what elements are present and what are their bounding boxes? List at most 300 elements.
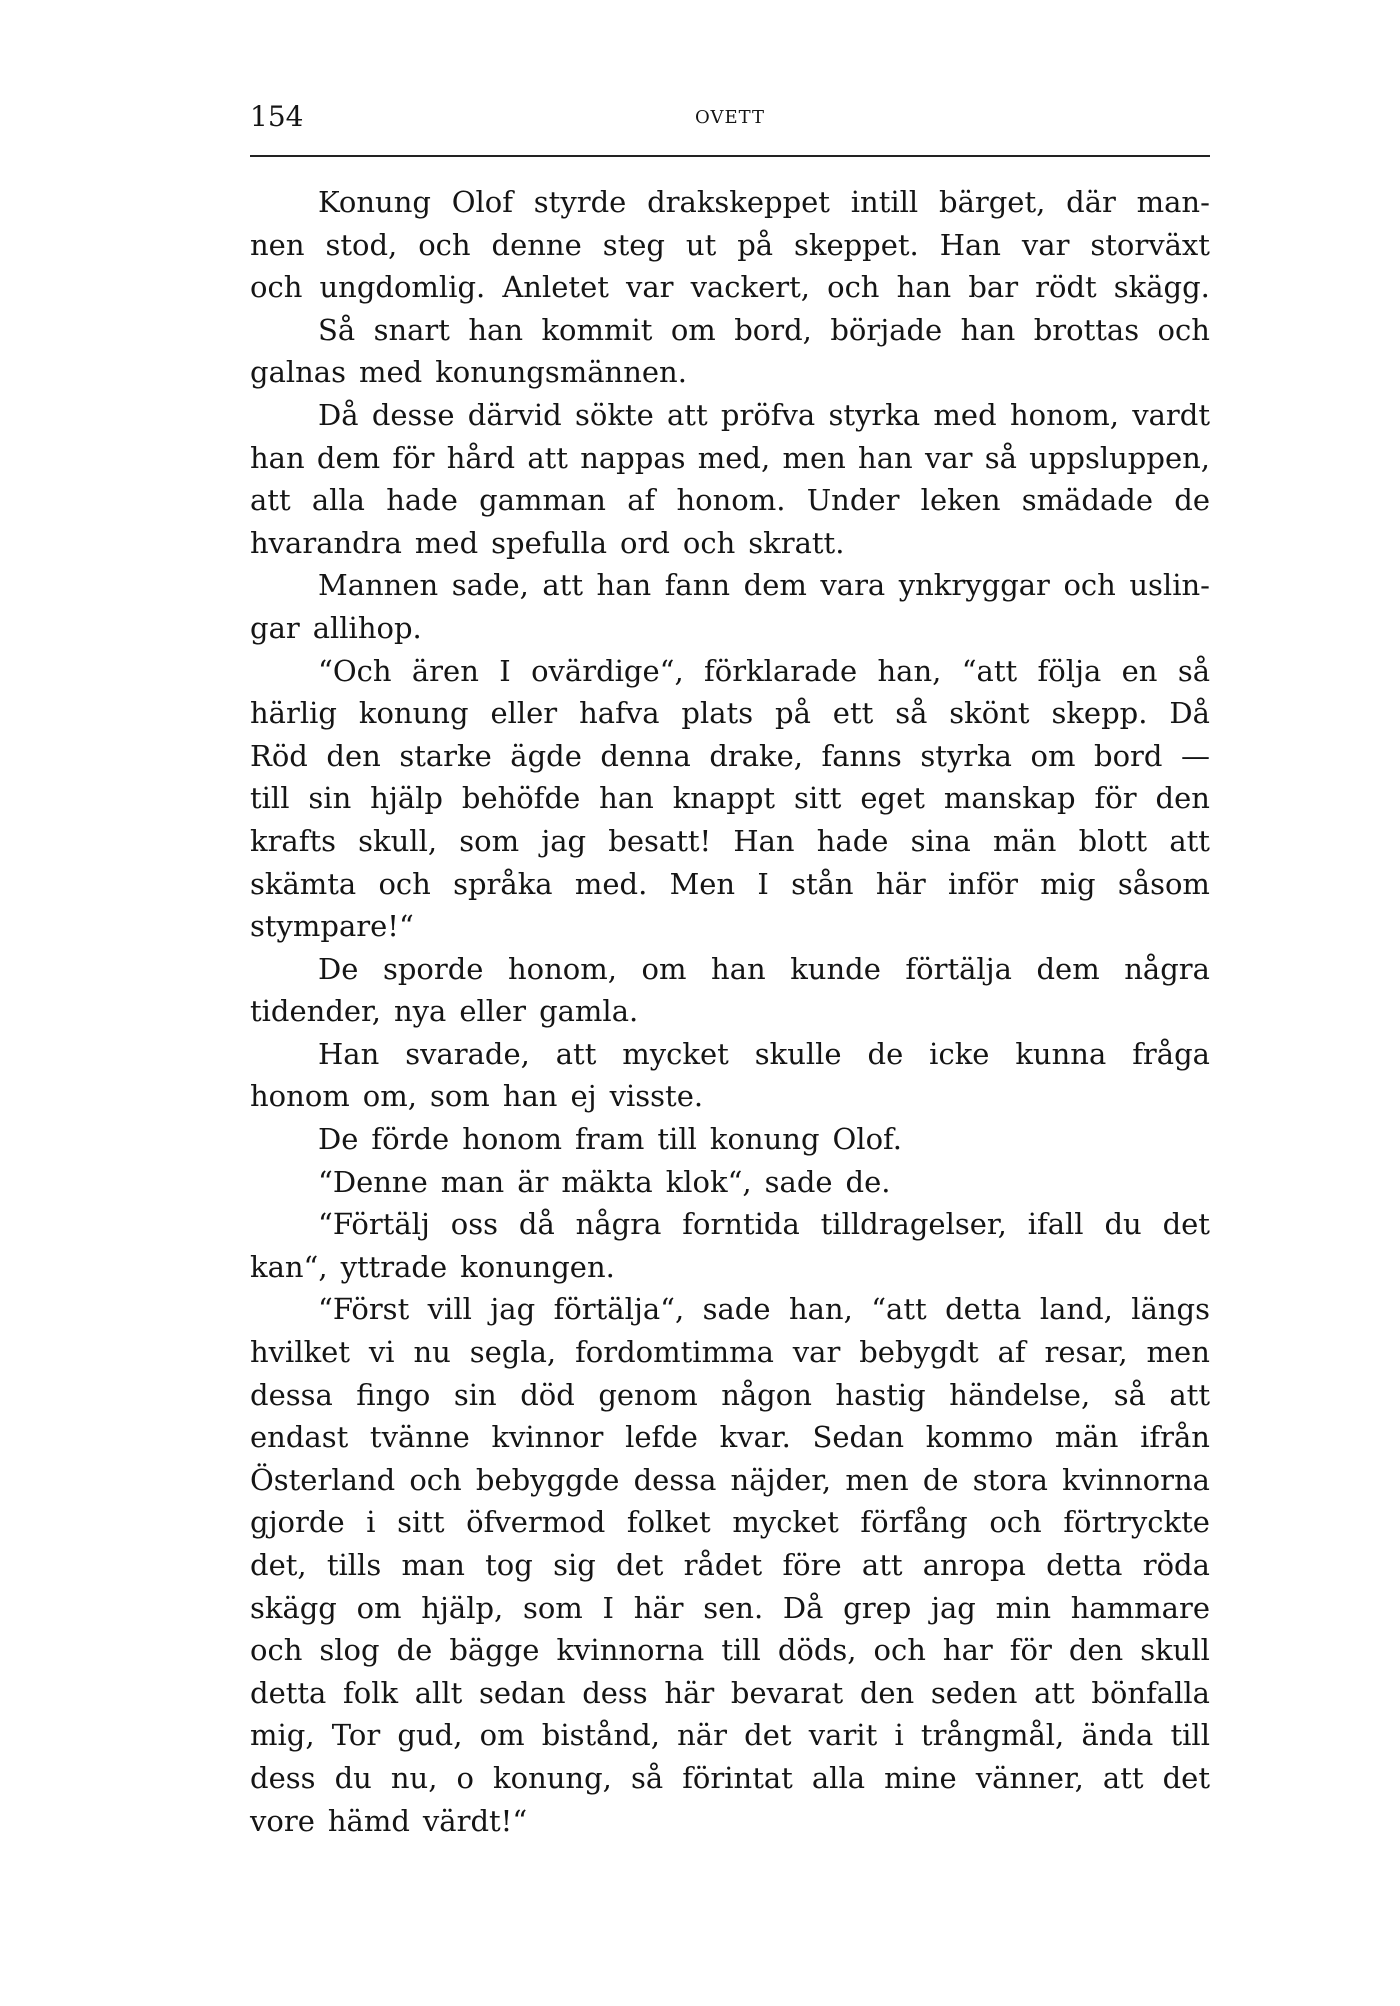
text-line [250,1374,1210,1417]
word: ungdomlig. [319,270,486,305]
running-head: OVETT [695,107,765,128]
word: Han [318,1036,380,1071]
text-line [250,1331,1210,1374]
word: trångmål, [920,1718,1065,1753]
word: han [250,440,305,475]
word: någon [721,1377,812,1412]
word: den [1155,781,1210,816]
word: eget [860,781,925,816]
word: här [664,1675,715,1710]
word: att [1034,1675,1075,1710]
word: har [942,1633,993,1668]
word: den [326,738,381,773]
word: och [989,1505,1042,1540]
word: hjälp, [421,1590,504,1625]
word: då [518,1207,555,1242]
word: om [479,1718,525,1753]
word: skull [1140,1633,1210,1668]
word: följa [1037,653,1102,688]
word: att [542,568,583,603]
word: att [1169,823,1210,858]
word: nen [250,227,305,262]
word: och [250,270,303,305]
word: Under [806,483,900,518]
word: endast [250,1420,349,1455]
word: dem [1036,951,1100,986]
word: förde [371,1122,450,1157]
word: var [625,270,674,305]
word: sen. [703,1590,764,1625]
word: bistånd, [541,1718,660,1753]
text-line [250,777,1210,820]
word: jag [490,1292,536,1327]
word: grep [843,1590,912,1625]
word: konungen. [460,1249,615,1284]
word: Så [318,312,356,347]
word: stån [791,866,854,901]
word: om [641,951,687,986]
word: genom [598,1377,698,1412]
word: sitt [397,1505,445,1540]
word: i [894,1718,904,1753]
word: för [392,440,435,475]
word: män [992,823,1057,858]
word: med, [697,440,771,475]
word: nu, [390,1760,438,1795]
word: styrde [533,185,627,219]
word: af [627,483,656,518]
word: är [517,1164,549,1199]
word: seden [930,1675,1018,1710]
word: på [775,696,811,731]
word: den [859,1675,915,1710]
text-line [250,394,1210,437]
word: snart [373,312,450,347]
word: Då [318,397,359,432]
word: anropa [922,1548,1026,1582]
word: skulle [754,1036,842,1071]
word: hastig [835,1377,926,1412]
word: kunna [1015,1036,1107,1071]
word: som [429,1079,490,1114]
word: slog [319,1633,380,1668]
word: sin [308,781,352,816]
word: hvarandra [250,525,402,560]
word: sedan [478,1675,566,1710]
word: alla [811,1760,866,1795]
word: här [633,1590,684,1625]
text-line [250,437,1210,480]
word: o [456,1760,474,1795]
word: om [1030,738,1076,773]
word: skepp. [1051,696,1148,731]
word: de [396,1633,433,1668]
word: man [401,1548,465,1582]
word: så [630,1760,664,1795]
word: Sedan [812,1420,905,1455]
word: mycket [622,1036,729,1071]
word: vill [427,1292,472,1327]
word: för [1094,781,1137,816]
word: vara [820,568,886,603]
word: det [1162,1760,1210,1795]
text-line [250,692,1210,735]
word: och [378,866,431,901]
word: var [924,440,973,475]
word: att [667,397,708,432]
word: han [896,270,952,305]
text-line [250,735,1210,778]
text-line [250,224,1210,267]
word: gud, [397,1718,463,1753]
word: denna [600,738,691,773]
word: kvinnor [491,1420,604,1455]
word: sin [453,1377,497,1412]
word: dem [743,568,807,603]
word: kunde [790,951,881,986]
word: vänner, [975,1760,1084,1795]
word: så [984,440,1017,475]
word: “Denne [318,1164,428,1199]
word: resar, [1044,1335,1128,1370]
word: skeppet. [793,227,919,262]
word: Men [669,866,736,901]
word: bärget, [939,185,1046,219]
word: I [757,866,769,901]
word: styrka [920,738,1012,773]
word: bevarat [730,1675,844,1710]
text-line [250,1459,1210,1502]
word: bägge [449,1633,540,1668]
word: de [922,1462,959,1497]
page-header [250,96,1210,140]
word: Då [782,1590,824,1625]
word: “att [961,653,1018,688]
word: rådet [683,1548,763,1582]
text-line [250,820,1210,863]
word: ägde [510,738,582,773]
word: Anletet [502,270,609,305]
word: oss [450,1207,499,1242]
word: hjälp [370,781,443,816]
word: med. [574,866,648,901]
text-line [250,1501,1210,1544]
word: hvilket [250,1335,350,1370]
word: tvänne [369,1420,470,1455]
word: döds, [777,1633,857,1668]
word: skönt [949,696,1030,731]
word: men [845,1462,909,1497]
word: “att [871,1292,927,1327]
text-line [250,522,1210,565]
word: alla [311,483,365,518]
text-line [250,1672,1210,1715]
word: han, [788,1292,853,1327]
word: icke [929,1036,990,1071]
word: Tor [331,1718,381,1753]
word: dess [582,1675,648,1710]
word: värdt!“ [422,1803,528,1838]
body-text [250,181,1210,1842]
text-line [250,479,1210,522]
word: Olof [451,185,513,219]
text-line [250,1203,1210,1246]
word: till [250,781,290,816]
word: röda [1142,1548,1210,1582]
word: han [858,440,913,475]
word: härlig [250,696,337,731]
word: att [1169,1377,1210,1412]
word: med [933,397,997,432]
word: skägg [250,1590,337,1625]
word: sökte [575,397,654,432]
word: kommo [925,1420,1034,1455]
word: tills [326,1548,382,1582]
word: kommit [541,312,653,347]
word: yttrade [340,1249,448,1284]
word: hade [386,483,458,518]
word: dem [316,440,381,475]
word: den [1068,1633,1124,1668]
word: honom [250,1079,350,1114]
word: och [418,227,471,262]
word: stod, [325,227,398,262]
word: dessa [633,1462,717,1497]
word: med [358,355,423,390]
word: sade [702,1292,771,1327]
text-line [250,1587,1210,1630]
word: Konung [318,185,431,219]
word: sitt [793,781,842,816]
word: började [830,312,943,347]
word: de. [845,1164,891,1199]
word: vardt [1132,397,1210,432]
word: spefulla [491,525,607,560]
word: förklarade [704,653,858,688]
word: han [599,781,654,816]
text-line [250,1757,1210,1800]
word: — [1181,738,1210,773]
word: denne [491,227,582,262]
word: ifrån [1140,1420,1210,1455]
word: och [409,1462,462,1497]
word: och [827,270,880,305]
word: dess [250,1760,316,1795]
word: skratt. [748,525,845,560]
word: fann [664,568,731,603]
text-line [250,266,1210,309]
word: han, [877,653,942,688]
word: klok“, [665,1164,752,1199]
word: före [782,1548,842,1582]
word: besatt! [608,823,712,858]
word: men [1146,1335,1210,1370]
word: ett [832,696,874,731]
text-line [250,650,1210,693]
word: de [1174,483,1210,518]
word: dessa [250,1377,333,1412]
word: till [657,1122,697,1157]
word: nya [393,994,447,1029]
word: och [873,1633,926,1668]
word: steg [602,227,665,262]
word: manskap [943,781,1076,816]
word: där [1066,185,1116,219]
word: när [677,1718,727,1753]
word: starke [399,738,492,773]
word: Röd [250,738,308,773]
text-line [250,1033,1210,1076]
word: drakskeppet [647,185,830,219]
word: i [366,1505,376,1540]
word: Österland [250,1462,396,1497]
text-line [250,1714,1210,1757]
word: stora [972,1462,1048,1497]
word: krafts [250,823,336,858]
word: detta [945,1292,1022,1327]
word: nappas [580,440,686,475]
word: storväxt [1090,227,1210,262]
word: kvinnorna [556,1633,705,1668]
word: vi [368,1335,395,1370]
word: honom [462,1122,562,1157]
word: allt [414,1675,463,1710]
word: konung, [493,1760,612,1795]
word: och [1063,568,1116,603]
word: brottas [1033,312,1140,347]
text-line [250,1288,1210,1331]
word: du [1104,1207,1142,1242]
text-line [250,1800,1210,1843]
word: eller [490,696,558,731]
word: hafva [579,696,660,731]
word: sade, [451,568,529,603]
word: De [318,951,359,986]
word: det [616,1548,664,1582]
word: plats [681,696,754,731]
word: hämd [327,1803,410,1838]
word: visste. [609,1079,704,1114]
word: såsom [1117,866,1210,901]
word: som [459,823,520,858]
text-line [250,564,1210,607]
word: intill [850,185,919,219]
text-line [250,351,1210,394]
word: konung [709,1122,820,1157]
word: lefde [625,1420,698,1455]
word: jag [541,823,587,858]
word: Då [1169,696,1210,731]
word: pröfva [720,397,816,432]
word: att [555,1036,597,1071]
word: språka [453,866,553,901]
word: förtälja [905,951,1012,986]
word: honom, [1009,397,1119,432]
word: sade [764,1164,833,1199]
word: leken [920,483,1001,518]
word: mig [1040,866,1096,901]
text-line [250,948,1210,991]
word: galnas [250,355,346,390]
word: och [1157,312,1210,347]
word: land, [1039,1292,1113,1327]
word: du [334,1760,372,1795]
word: rödt [1035,270,1097,305]
word: man [440,1164,505,1199]
word: sina [910,823,971,858]
word: en [1121,653,1158,688]
word: Mannen [318,568,439,603]
word: I [602,1590,614,1625]
word: som [522,1590,583,1625]
word: några [1124,951,1210,986]
word: förfång [860,1505,968,1540]
word: “Först [318,1292,410,1327]
word: och [250,1633,303,1668]
word: ut [685,227,717,262]
word: var [792,1335,841,1370]
text-line [250,607,1210,650]
word: hade [816,823,889,858]
word: ynkryggar [898,568,1050,603]
word: förintat [682,1760,793,1795]
word: vore [250,1803,315,1838]
word: stympare!“ [250,909,414,944]
header-rule [250,155,1210,157]
word: fingo [356,1377,431,1412]
word: kvar. [719,1420,791,1455]
word: det [744,1718,792,1753]
word: gar [250,610,300,645]
word: De [318,1122,359,1157]
word: gjorde [250,1505,345,1540]
word: att [1102,1760,1144,1795]
word: bönfalla [1091,1675,1210,1710]
word: det [1162,1207,1210,1242]
word: gamla. [539,994,639,1029]
word: honom. [676,483,786,518]
word: mycket [732,1505,839,1540]
text-line [250,905,1210,948]
word: af [997,1335,1026,1370]
text-line [250,1544,1210,1587]
word: styrka [828,397,921,432]
word: folk [343,1675,399,1710]
word: man- [1136,185,1210,219]
word: men [782,440,846,475]
word: inför [948,866,1019,901]
word: därvid [467,397,562,432]
word: han [596,568,652,603]
word: segla, [469,1335,557,1370]
word: tilldragelser, [820,1207,1007,1242]
word: så [895,696,928,731]
word: varit [808,1718,878,1753]
word: fråga [1132,1036,1210,1071]
word: om [356,1590,402,1625]
word: honom, [507,951,617,986]
word: Han [733,823,795,858]
word: bar [968,270,1019,305]
word: “Förtälj [318,1207,430,1242]
word: mine [884,1760,957,1795]
text-line [250,1075,1210,1118]
word: skämta [250,866,357,901]
word: kan“, [250,1249,328,1284]
word: konung [358,696,469,731]
word: sig [553,1548,596,1582]
word: var [1021,227,1070,262]
